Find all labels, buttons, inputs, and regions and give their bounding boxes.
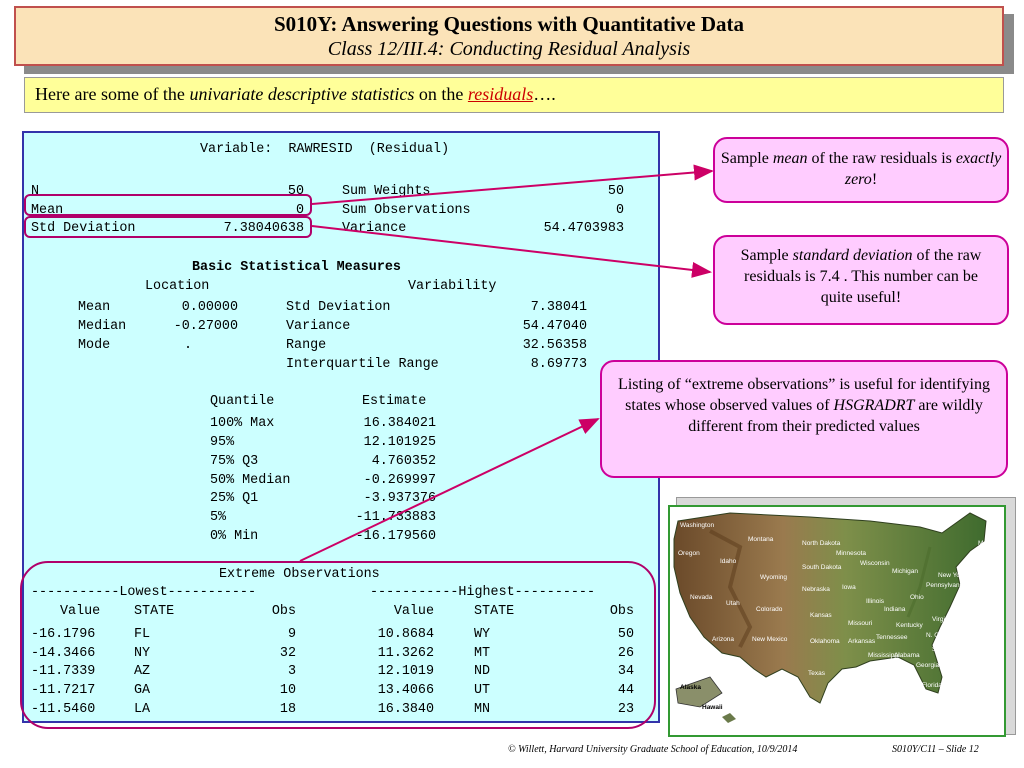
quantile-value: -16.179560 bbox=[355, 529, 436, 544]
col-obs-low: Obs bbox=[271, 604, 296, 619]
map-label: Florida bbox=[922, 682, 942, 689]
extreme-callout bbox=[600, 360, 1008, 478]
basic-measures-title: Basic Statistical Measures bbox=[192, 260, 401, 275]
moment-value: 54.4703983 bbox=[543, 221, 624, 236]
map-label: Wyoming bbox=[760, 574, 788, 581]
extreme-high-state: MN bbox=[474, 702, 491, 717]
map-label: Iowa bbox=[842, 584, 856, 591]
mean-note-pre: Sample bbox=[720, 150, 773, 167]
extreme-high-value: 10.8684 bbox=[377, 627, 434, 642]
quantile-label: 50% Median bbox=[210, 473, 291, 488]
mean-arrow bbox=[312, 171, 712, 204]
extreme-low-value: -11.7217 bbox=[31, 683, 96, 698]
moment-value: 0 bbox=[295, 203, 304, 218]
location-label: Mean bbox=[78, 300, 111, 315]
extreme-high-value: 13.4066 bbox=[377, 683, 434, 698]
variability-header: Variability bbox=[408, 279, 497, 294]
map-label: Montana bbox=[748, 536, 774, 543]
location-value: 0.00000 bbox=[181, 300, 238, 315]
location-value: -0.27000 bbox=[173, 319, 238, 334]
moment-label: Sum Observations bbox=[342, 203, 471, 218]
intro-pre: Here are some of the bbox=[35, 84, 190, 104]
moment-value: 50 bbox=[607, 184, 624, 199]
extreme-high-obs: 26 bbox=[617, 646, 634, 661]
extreme-low-state: NY bbox=[134, 646, 151, 661]
moment-label: Sum Weights bbox=[342, 184, 431, 199]
extreme-high-value: 16.3840 bbox=[377, 702, 434, 717]
extreme-low-obs: 18 bbox=[279, 702, 296, 717]
mean-note-em2: exactly zero bbox=[844, 150, 1002, 188]
variability-value: 8.69773 bbox=[530, 357, 587, 372]
variability-label: Std Deviation bbox=[286, 300, 391, 315]
highest-header: -----------Highest---------- bbox=[370, 585, 595, 600]
mean-note-post: ! bbox=[871, 171, 878, 188]
map-label: Wisconsin bbox=[860, 560, 890, 567]
map-label: Pennsylvania bbox=[926, 582, 965, 589]
extreme-low-obs: 10 bbox=[279, 683, 296, 698]
variability-value: 32.56358 bbox=[522, 338, 587, 353]
col-state-low: STATE bbox=[134, 604, 175, 619]
quantile-value: -0.269997 bbox=[363, 473, 436, 488]
moment-value: 0 bbox=[615, 203, 624, 218]
col-obs-high: Obs bbox=[609, 604, 634, 619]
moment-value: 7.38040638 bbox=[223, 221, 304, 236]
extreme-low-value: -16.1796 bbox=[31, 627, 96, 642]
map-label: Nevada bbox=[690, 594, 713, 601]
slide-title: S010Y: Answering Questions with Quantitative Data bbox=[273, 12, 745, 36]
mean-note-mid: of the raw residuals is bbox=[807, 150, 956, 167]
map-label: Colorado bbox=[756, 606, 783, 613]
extreme-low-state: AZ bbox=[134, 664, 151, 679]
sd-callout bbox=[713, 235, 1009, 325]
moment-label: Mean bbox=[31, 203, 64, 218]
quantile-header: Quantile bbox=[210, 394, 275, 409]
quantile-label: 5% bbox=[210, 510, 227, 525]
map-label: Kansas bbox=[810, 612, 832, 619]
extreme-title: Extreme Observations bbox=[219, 567, 380, 582]
extreme-low-value: -14.3466 bbox=[31, 646, 96, 661]
mean-note-em: mean bbox=[772, 150, 808, 167]
map-label: New Mexico bbox=[752, 636, 788, 643]
variability-label: Variance bbox=[286, 319, 351, 334]
extreme-high-state: WY bbox=[474, 627, 491, 642]
map-label: Minnesota bbox=[836, 550, 866, 557]
map-label: S. Carolina bbox=[932, 646, 965, 653]
col-value-high: Value bbox=[393, 604, 434, 619]
map-label: Kentucky bbox=[896, 622, 923, 629]
map-label: Nebraska bbox=[802, 586, 830, 593]
alaska-shape bbox=[676, 677, 722, 707]
location-header: Location bbox=[145, 279, 210, 294]
map-label: Texas bbox=[808, 670, 825, 677]
residuals-link[interactable]: residuals bbox=[467, 84, 534, 104]
variability-label: Interquartile Range bbox=[286, 357, 439, 372]
map-label: South Dakota bbox=[802, 564, 842, 571]
sd-note-post: of the raw residuals is 7.4 . This number can be quite useful! bbox=[744, 247, 982, 306]
quantile-label: 75% Q3 bbox=[210, 454, 259, 469]
map-label: Missouri bbox=[848, 620, 873, 627]
extreme-high-value: 12.1019 bbox=[377, 664, 434, 679]
quantile-label: 0% Min bbox=[210, 529, 259, 544]
hawaii-shape bbox=[722, 713, 736, 723]
extreme-low-value: -11.7339 bbox=[31, 664, 96, 679]
extreme-low-state: LA bbox=[134, 702, 151, 717]
map-label: North Dakota bbox=[802, 540, 841, 547]
map-label: Utah bbox=[726, 600, 740, 607]
quantile-value: 4.760352 bbox=[371, 454, 436, 469]
extreme-high-state: MT bbox=[474, 646, 491, 661]
map-label: Maine bbox=[978, 540, 996, 547]
map-label: Oklahoma bbox=[810, 638, 840, 645]
variable-line: Variable: RAWRESID (Residual) bbox=[200, 142, 450, 157]
map-label: N. Carolina bbox=[926, 632, 959, 639]
extreme-low-obs: 3 bbox=[287, 664, 296, 679]
map-label-alaska: Alaska bbox=[680, 684, 701, 691]
mean-callout bbox=[713, 137, 1009, 203]
quantile-value: 12.101925 bbox=[363, 435, 436, 450]
map-label: Ohio bbox=[910, 594, 924, 601]
map-label: Georgia bbox=[916, 662, 940, 669]
quantile-label: 100% Max bbox=[210, 416, 275, 431]
footer-credit: © Willett, Harvard University Graduate School of Education, 10/9/2014 bbox=[508, 744, 798, 755]
sd-note-em: standard deviation bbox=[792, 247, 913, 264]
estimate-header: Estimate bbox=[362, 394, 427, 409]
location-label: Median bbox=[78, 319, 127, 334]
us-map bbox=[668, 505, 1006, 737]
map-label: Illinois bbox=[866, 598, 885, 605]
slide-subtitle: Class 12/III.4: Conducting Residual Analysis bbox=[327, 38, 691, 60]
extreme-high-obs: 34 bbox=[617, 664, 634, 679]
extreme-low-state: FL bbox=[134, 627, 151, 642]
extreme-high-obs: 23 bbox=[617, 702, 634, 717]
extreme-arrow bbox=[300, 419, 598, 561]
location-label: Mode bbox=[78, 338, 111, 353]
variability-value: 54.47040 bbox=[522, 319, 587, 334]
extreme-note-pre: Listing of “extreme observations” is useful for identifying states whose observed values of bbox=[618, 376, 990, 414]
us-relief-map bbox=[670, 507, 1004, 735]
map-label: New York bbox=[938, 572, 966, 579]
map-label-hawaii: Hawaii bbox=[702, 704, 723, 711]
variability-value: 7.38041 bbox=[530, 300, 587, 315]
extreme-high-state: UT bbox=[474, 683, 491, 698]
map-label: Tennessee bbox=[876, 634, 908, 641]
intro-mid: on the bbox=[414, 84, 468, 104]
extreme-low-state: GA bbox=[134, 683, 151, 698]
map-label: Alabama bbox=[894, 652, 920, 659]
col-value-low: Value bbox=[60, 604, 101, 619]
map-label: Virginia bbox=[932, 616, 954, 623]
extreme-low-obs: 9 bbox=[287, 627, 296, 642]
map-label: Arkansas bbox=[848, 638, 876, 645]
extreme-high-obs: 50 bbox=[617, 627, 634, 642]
intro-post: …. bbox=[533, 84, 556, 104]
extreme-low-value: -11.5460 bbox=[31, 702, 96, 717]
map-label: Arizona bbox=[712, 636, 735, 643]
sd-note-pre: Sample bbox=[740, 247, 793, 264]
extreme-note-post: are wildly different from their predicted values bbox=[688, 397, 983, 435]
lowest-header: -----------Lowest----------- bbox=[31, 585, 256, 600]
quantile-value: -11.733883 bbox=[355, 510, 436, 525]
location-value: . bbox=[184, 338, 193, 353]
intro-em: univariate descriptive statistics bbox=[189, 84, 415, 104]
moment-label: Variance bbox=[342, 221, 407, 236]
extreme-high-obs: 44 bbox=[617, 683, 634, 698]
col-state-high: STATE bbox=[474, 604, 515, 619]
quantile-label: 95% bbox=[210, 435, 235, 450]
quantile-value: 16.384021 bbox=[363, 416, 436, 431]
map-label: Louisiana bbox=[860, 672, 888, 679]
extreme-high-value: 11.3262 bbox=[377, 646, 434, 661]
map-label: Washington bbox=[680, 522, 715, 529]
extreme-low-obs: 32 bbox=[279, 646, 296, 661]
map-label: Indiana bbox=[884, 606, 906, 613]
map-label: Mississippi bbox=[868, 652, 900, 659]
quantile-value: -3.937376 bbox=[363, 491, 436, 506]
extreme-high-state: ND bbox=[474, 664, 491, 679]
map-label: Michigan bbox=[892, 568, 919, 575]
quantile-label: 25% Q1 bbox=[210, 491, 259, 506]
moment-label: Std Deviation bbox=[31, 221, 136, 236]
moment-label: N bbox=[31, 184, 40, 199]
footer-slide-number: S010Y/C11 – Slide 12 bbox=[892, 744, 979, 755]
map-label: Oregon bbox=[678, 550, 700, 557]
map-label: Idaho bbox=[720, 558, 737, 565]
moment-value: 50 bbox=[287, 184, 304, 199]
extreme-note-em: HSGRADRT bbox=[833, 397, 915, 414]
sd-arrow bbox=[312, 226, 710, 272]
variability-label: Range bbox=[286, 338, 327, 353]
